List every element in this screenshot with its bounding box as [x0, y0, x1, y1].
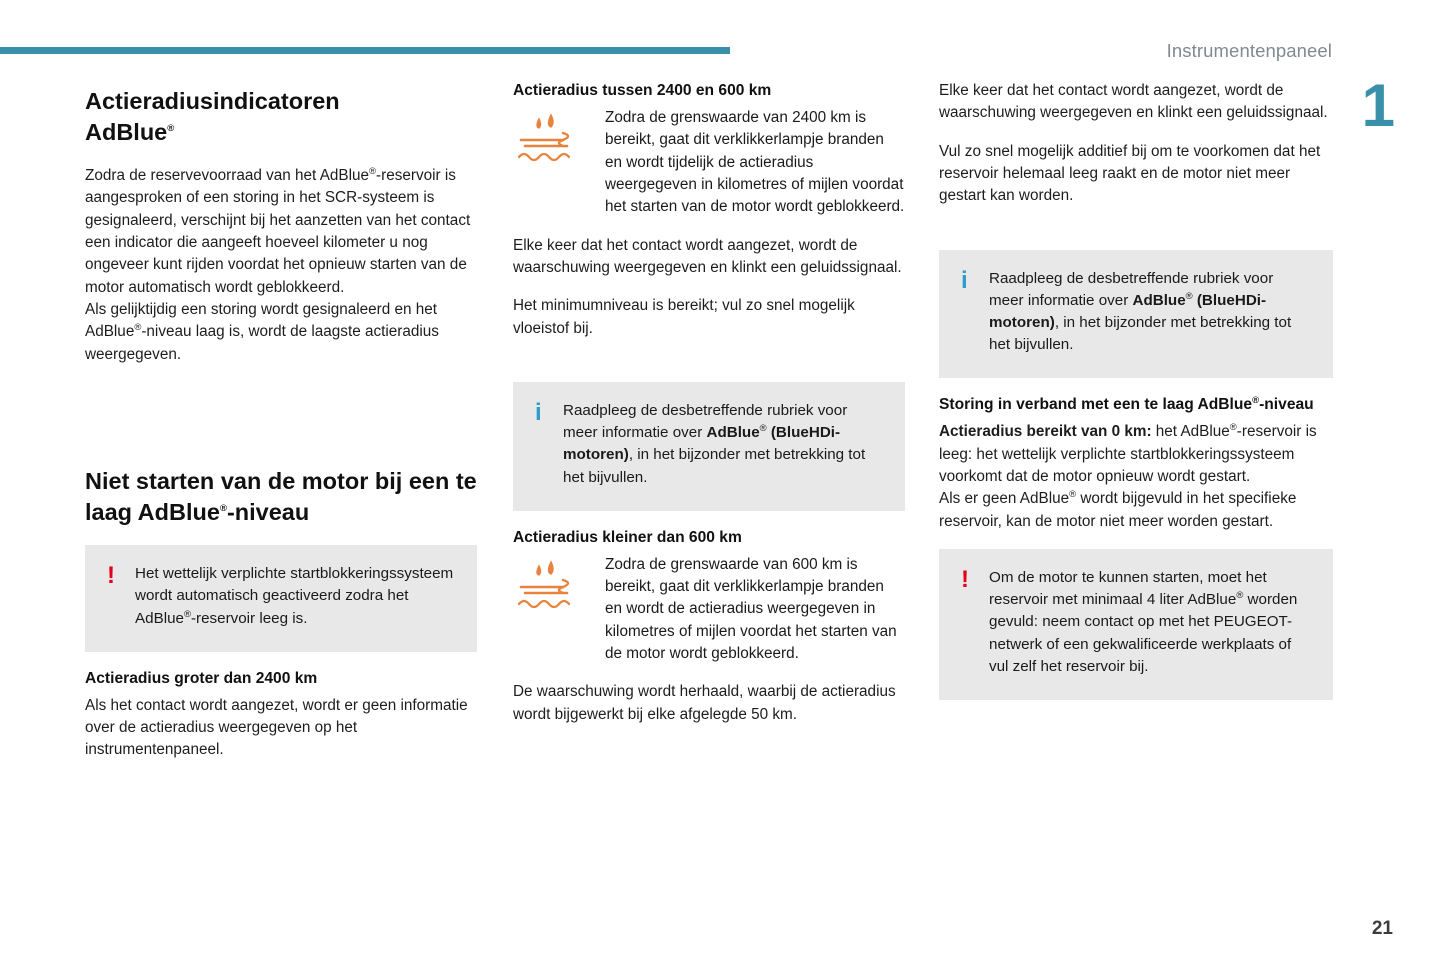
registered-mark: ®	[1069, 489, 1077, 501]
registered-mark: ®	[759, 423, 767, 435]
page-title	[85, 86, 477, 147]
icon-block-range-under-600-text: Zodra de grenswaarde van 600 km is bereikt, gaat dit verklikkerlampje branden en wordt de actieradius weergegeven in kilometres of mijlen voordat het starten van de motor wordt geblokkeerd.	[605, 555, 897, 663]
warning-callout-text-b: -reservoir leeg is.	[190, 609, 308, 627]
warning-callout-minimum-refill	[939, 549, 1333, 700]
registered-mark: ®	[1185, 290, 1193, 302]
warning-callout-minimum-refill-b: worden gevuld: neem contact op met het PEUGEOT-netwerk of een gekwalificeerde werkplaats of vul zelf het reservoir bij.	[989, 591, 1298, 675]
subheading-range-under-600: Actieradius kleiner dan 600 km	[513, 528, 742, 546]
section-heading-no-start	[85, 466, 477, 527]
vertical-spacer	[513, 356, 905, 382]
icon-block-range-2400-600-text: Zodra de grenswaarde van 2400 km is bereikt, gaat dit verklikkerlampje branden en wordt tijdelijk de actieradius weergegeven in kilometres of mijlen voordat het starten van de motor wordt geblokkeerd.	[605, 109, 905, 216]
vertical-spacer	[85, 382, 477, 460]
adblue-warning-lamp-icon	[513, 107, 589, 219]
paragraph-no-refill-b: wordt bijgevuld in het specifieke reservoir, kan de motor niet meer worden gestart.	[939, 490, 1297, 530]
icon-block-range-2400-600	[513, 107, 905, 219]
warning-callout-minimum-refill-text	[989, 567, 1311, 678]
paragraph-intro-a: Zodra de reservevoorraad van het AdBlue	[85, 167, 370, 185]
subheading-fault-low-level-a: Storing in verband met een te laag AdBlue	[939, 396, 1253, 414]
paragraph-warning-repeat: De waarschuwing wordt herhaald, waarbij de actieradius wordt bijgewerkt bij elke afgelegde 50 km.	[513, 683, 896, 723]
warning-callout-minimum-refill-a: Om de motor te kunnen starten, moet het reservoir met minimaal 4 liter AdBlue	[989, 569, 1267, 609]
registered-mark: ®	[1236, 590, 1244, 602]
registered-mark: ®	[1252, 395, 1260, 407]
warning-callout-immobiliser	[85, 545, 477, 652]
paragraph-ignition-warning-right: Elke keer dat het contact wordt aangezet, wordt de waarschuwing weergegeven en klinkt een geluidssignaal.	[939, 82, 1328, 122]
section-heading-no-start-b: -niveau	[226, 498, 310, 525]
info-callout-text	[563, 400, 883, 489]
info-callout-right-bold-adblue: AdBlue	[1132, 291, 1186, 309]
page-title-line1: Actieradiusindicatoren	[85, 88, 340, 114]
info-callout-adblue-reference-right	[939, 250, 1333, 379]
paragraph-minimum-level: Het minimumniveau is bereikt; vul zo snel mogelijk vloeistof bij.	[513, 297, 855, 337]
page-title-line2: AdBlue	[85, 118, 168, 145]
vertical-spacer	[939, 224, 1333, 250]
registered-mark: ®	[183, 608, 191, 620]
exclamation-icon: !	[107, 562, 115, 590]
information-icon: i	[961, 266, 968, 294]
paragraph-intro-c: Als gelijktijdig een storing wordt gesignaleerd en het AdBlue	[85, 301, 438, 341]
info-callout-adblue-reference	[513, 382, 905, 511]
paragraph-no-refill-a: Als er geen AdBlue	[939, 490, 1070, 508]
page-number: 21	[1371, 918, 1393, 939]
info-callout-text-a: Raadpleeg de desbetreffende rubriek voor meer informatie over	[563, 402, 848, 442]
column-left	[85, 80, 477, 778]
chapter-number: 1	[1361, 72, 1395, 139]
column-middle	[513, 80, 905, 742]
adblue-warning-lamp-icon	[513, 554, 589, 666]
info-callout-text-b: , in het bijzonder met betrekking tot het bijvullen.	[563, 446, 866, 486]
info-callout-bold-adblue: AdBlue	[706, 424, 760, 442]
info-callout-right-bold-engines: (BlueHDi-motoren)	[989, 291, 1267, 332]
information-icon: i	[535, 399, 542, 426]
subheading-range-2400-600: Actieradius tussen 2400 en 600 km	[513, 82, 772, 99]
paragraph-range-zero	[939, 421, 1333, 533]
paragraph-ignition-warning: Elke keer dat het contact wordt aangezet, wordt de waarschuwing weergegeven en klinkt een geluidssignaal.	[513, 236, 902, 277]
subheading-fault-low-level-b: -niveau	[1259, 396, 1314, 414]
paragraph-refill-additive: Vul zo snel mogelijk additief bij om te voorkomen dat het reservoir helemaal leeg raakt en de motor niet meer gestart kan worden.	[939, 142, 1321, 205]
registered-mark: ®	[134, 322, 142, 334]
registered-mark: ®	[219, 502, 227, 514]
paragraph-range-zero-lead: Actieradius bereikt van 0 km:	[939, 423, 1152, 441]
registered-mark: ®	[369, 166, 377, 177]
paragraph-range-zero-a: het AdBlue	[1151, 423, 1230, 441]
info-callout-right-a: Raadpleeg de desbetreffende rubriek voor meer informatie over	[989, 269, 1274, 309]
section-heading-no-start-a: Niet starten van de motor bij een te laag AdBlue	[85, 468, 477, 525]
paragraph-intro	[85, 165, 477, 366]
icon-block-range-under-600	[513, 554, 905, 666]
info-callout-right-b: , in het bijzonder met betrekking tot het bijvullen.	[989, 314, 1292, 354]
warning-callout-text	[135, 563, 455, 630]
header-accent-rule	[0, 47, 730, 54]
registered-mark: ®	[1229, 422, 1237, 434]
info-callout-text-right	[989, 268, 1311, 357]
subheading-fault-low-level	[939, 394, 1333, 415]
registered-mark: ®	[167, 122, 175, 134]
page-header-title: Instrumentenpaneel	[1166, 40, 1332, 61]
info-callout-bold-engines: (BlueHDi-motoren)	[563, 424, 841, 464]
subheading-range-over-2400: Actieradius groter dan 2400 km	[85, 669, 318, 687]
exclamation-icon: !	[961, 566, 969, 594]
column-right	[939, 80, 1333, 716]
paragraph-intro-b: -reservoir is aangesproken of een storing in het SCR-systeem is gesignaleerd, verschijnt bij het aanzetten van het contact een indicator die aangeeft hoeveel kilometer u nog ongeveer kunt rijden voordat het opnieuw starten van de motor automatisch wordt geblokkeerd.	[85, 167, 471, 296]
paragraph-range-zero-b: -reservoir is leeg: het wettelijk verplichte startblokkeringssysteem voorkomt dat de motor opnieuw wordt gestart.	[939, 423, 1317, 486]
paragraph-intro-d: -niveau laag is, wordt de laagste actieradius weergegeven.	[85, 323, 439, 363]
paragraph-range-over-2400: Als het contact wordt aangezet, wordt er geen informatie over de actieradius weergegeven op het instrumentenpaneel.	[85, 696, 468, 759]
warning-callout-text-a: Het wettelijk verplichte startblokkeringssysteem wordt automatisch geactiveerd zodra het AdBlue	[135, 565, 454, 627]
